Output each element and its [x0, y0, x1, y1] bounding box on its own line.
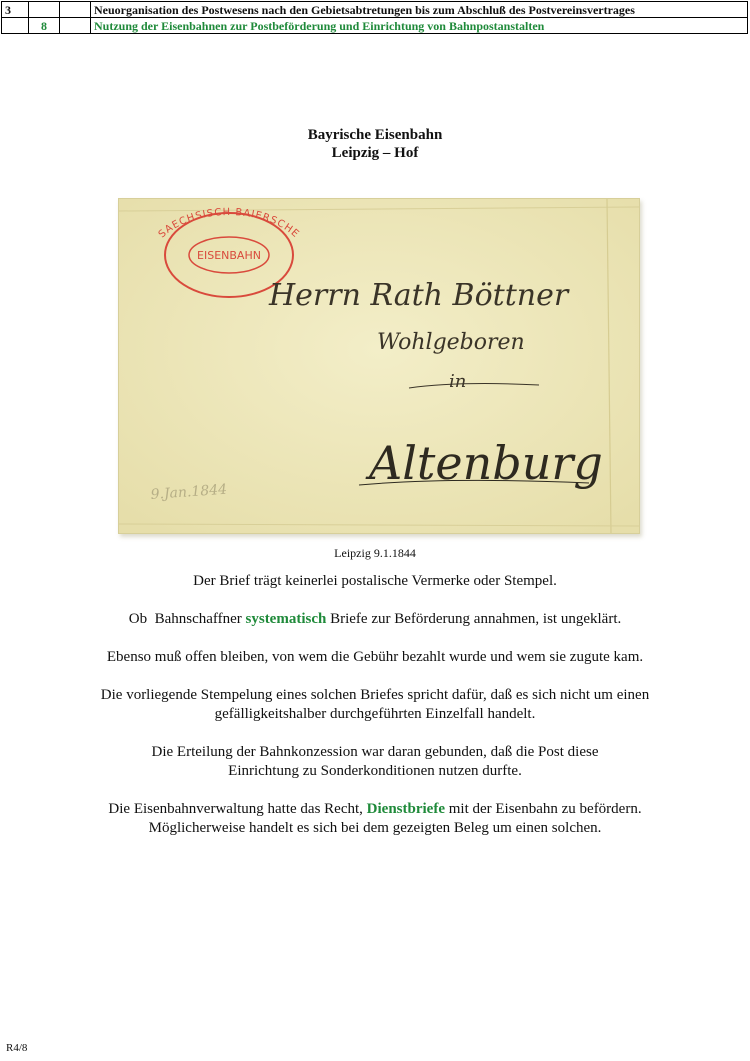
header-table: [1, 1, 748, 34]
letter-cover-image: [118, 198, 640, 534]
paragraph-text: Der Brief trägt keinerlei postalische Vermerke oder Stempel.: [193, 573, 557, 589]
paragraph-text: Ebenso muß offen bleiben, von wem die Gebühr bezahlt wurde und wem sie zugute kam.: [106, 649, 644, 665]
section-title: Nutzung der Eisenbahnen zur Postbeförderung und Einrichtung von Bahnpostanstalten: [91, 18, 748, 34]
stamp-center-text: EISENBAHN: [197, 249, 261, 262]
address-line-2: Wohlgeboren: [377, 330, 525, 355]
paragraph-text: gefälligkeitshalber durchgeführten Einzelfall handelt.: [214, 706, 536, 722]
paragraph-6: [0, 800, 750, 838]
paragraph-1: [0, 572, 750, 591]
letter-cover-drawing: [119, 199, 639, 533]
subsection-number: [60, 18, 91, 34]
stamp-ring-text: SAECHSISCH BAIERSCHE: [156, 206, 302, 241]
paragraph-3: [0, 648, 750, 667]
page-title: [0, 126, 750, 162]
pencil-note: 9.Jan.1844: [150, 481, 228, 503]
cover-caption: Leipzig 9.1.1844: [334, 546, 416, 560]
address-line-3: in: [449, 371, 467, 392]
subsection-number: [60, 2, 91, 18]
chapter-number: [2, 18, 29, 34]
paragraph-text: Möglicherweise handelt es sich bei dem gezeigten Beleg um einen solchen.: [148, 820, 602, 836]
address-line-1: Herrn Rath Böttner: [269, 278, 569, 313]
paragraph-text: mit der Eisenbahn zu befördern.: [444, 801, 642, 817]
paragraph-text: Briefe zur Beförderung annahmen, ist ungeklärt.: [326, 611, 622, 627]
chapter-title: Neuorganisation des Postwesens nach den Gebietsabtretungen bis zum Abschluß des Postvereinsvertrages: [91, 2, 748, 18]
paragraph-5: [0, 743, 750, 781]
address-line-4: Altenburg: [369, 436, 603, 490]
description-text: [0, 572, 750, 857]
page-reference: R4/8: [6, 1042, 28, 1054]
paragraph-text: Die Eisenbahnverwaltung hatte das Recht,: [108, 801, 367, 817]
title-line-1: Bayrische Eisenbahn: [307, 127, 443, 143]
highlight-term: systematisch: [245, 611, 327, 627]
highlight-term: Dienstbriefe: [366, 801, 445, 817]
paragraph-4: [0, 686, 750, 724]
title-line-2: Leipzig – Hof: [331, 145, 419, 161]
header-row-section: [2, 18, 748, 34]
paragraph-text: Die Erteilung der Bahnkonzession war daran gebunden, daß die Post diese: [151, 744, 599, 760]
header-row-chapter: [2, 2, 748, 18]
paragraph-text: Einrichtung zu Sonderkonditionen nutzen durfte.: [228, 763, 522, 779]
paragraph-text: Die vorliegende Stempelung eines solchen Briefes spricht dafür, daß es sich nicht um einen: [100, 687, 650, 703]
paragraph-2: [0, 610, 750, 629]
section-number: [29, 2, 60, 18]
section-number: 8: [29, 18, 60, 34]
paragraph-text: Ob Bahnschaffner: [128, 611, 246, 627]
chapter-number: 3: [2, 2, 29, 18]
